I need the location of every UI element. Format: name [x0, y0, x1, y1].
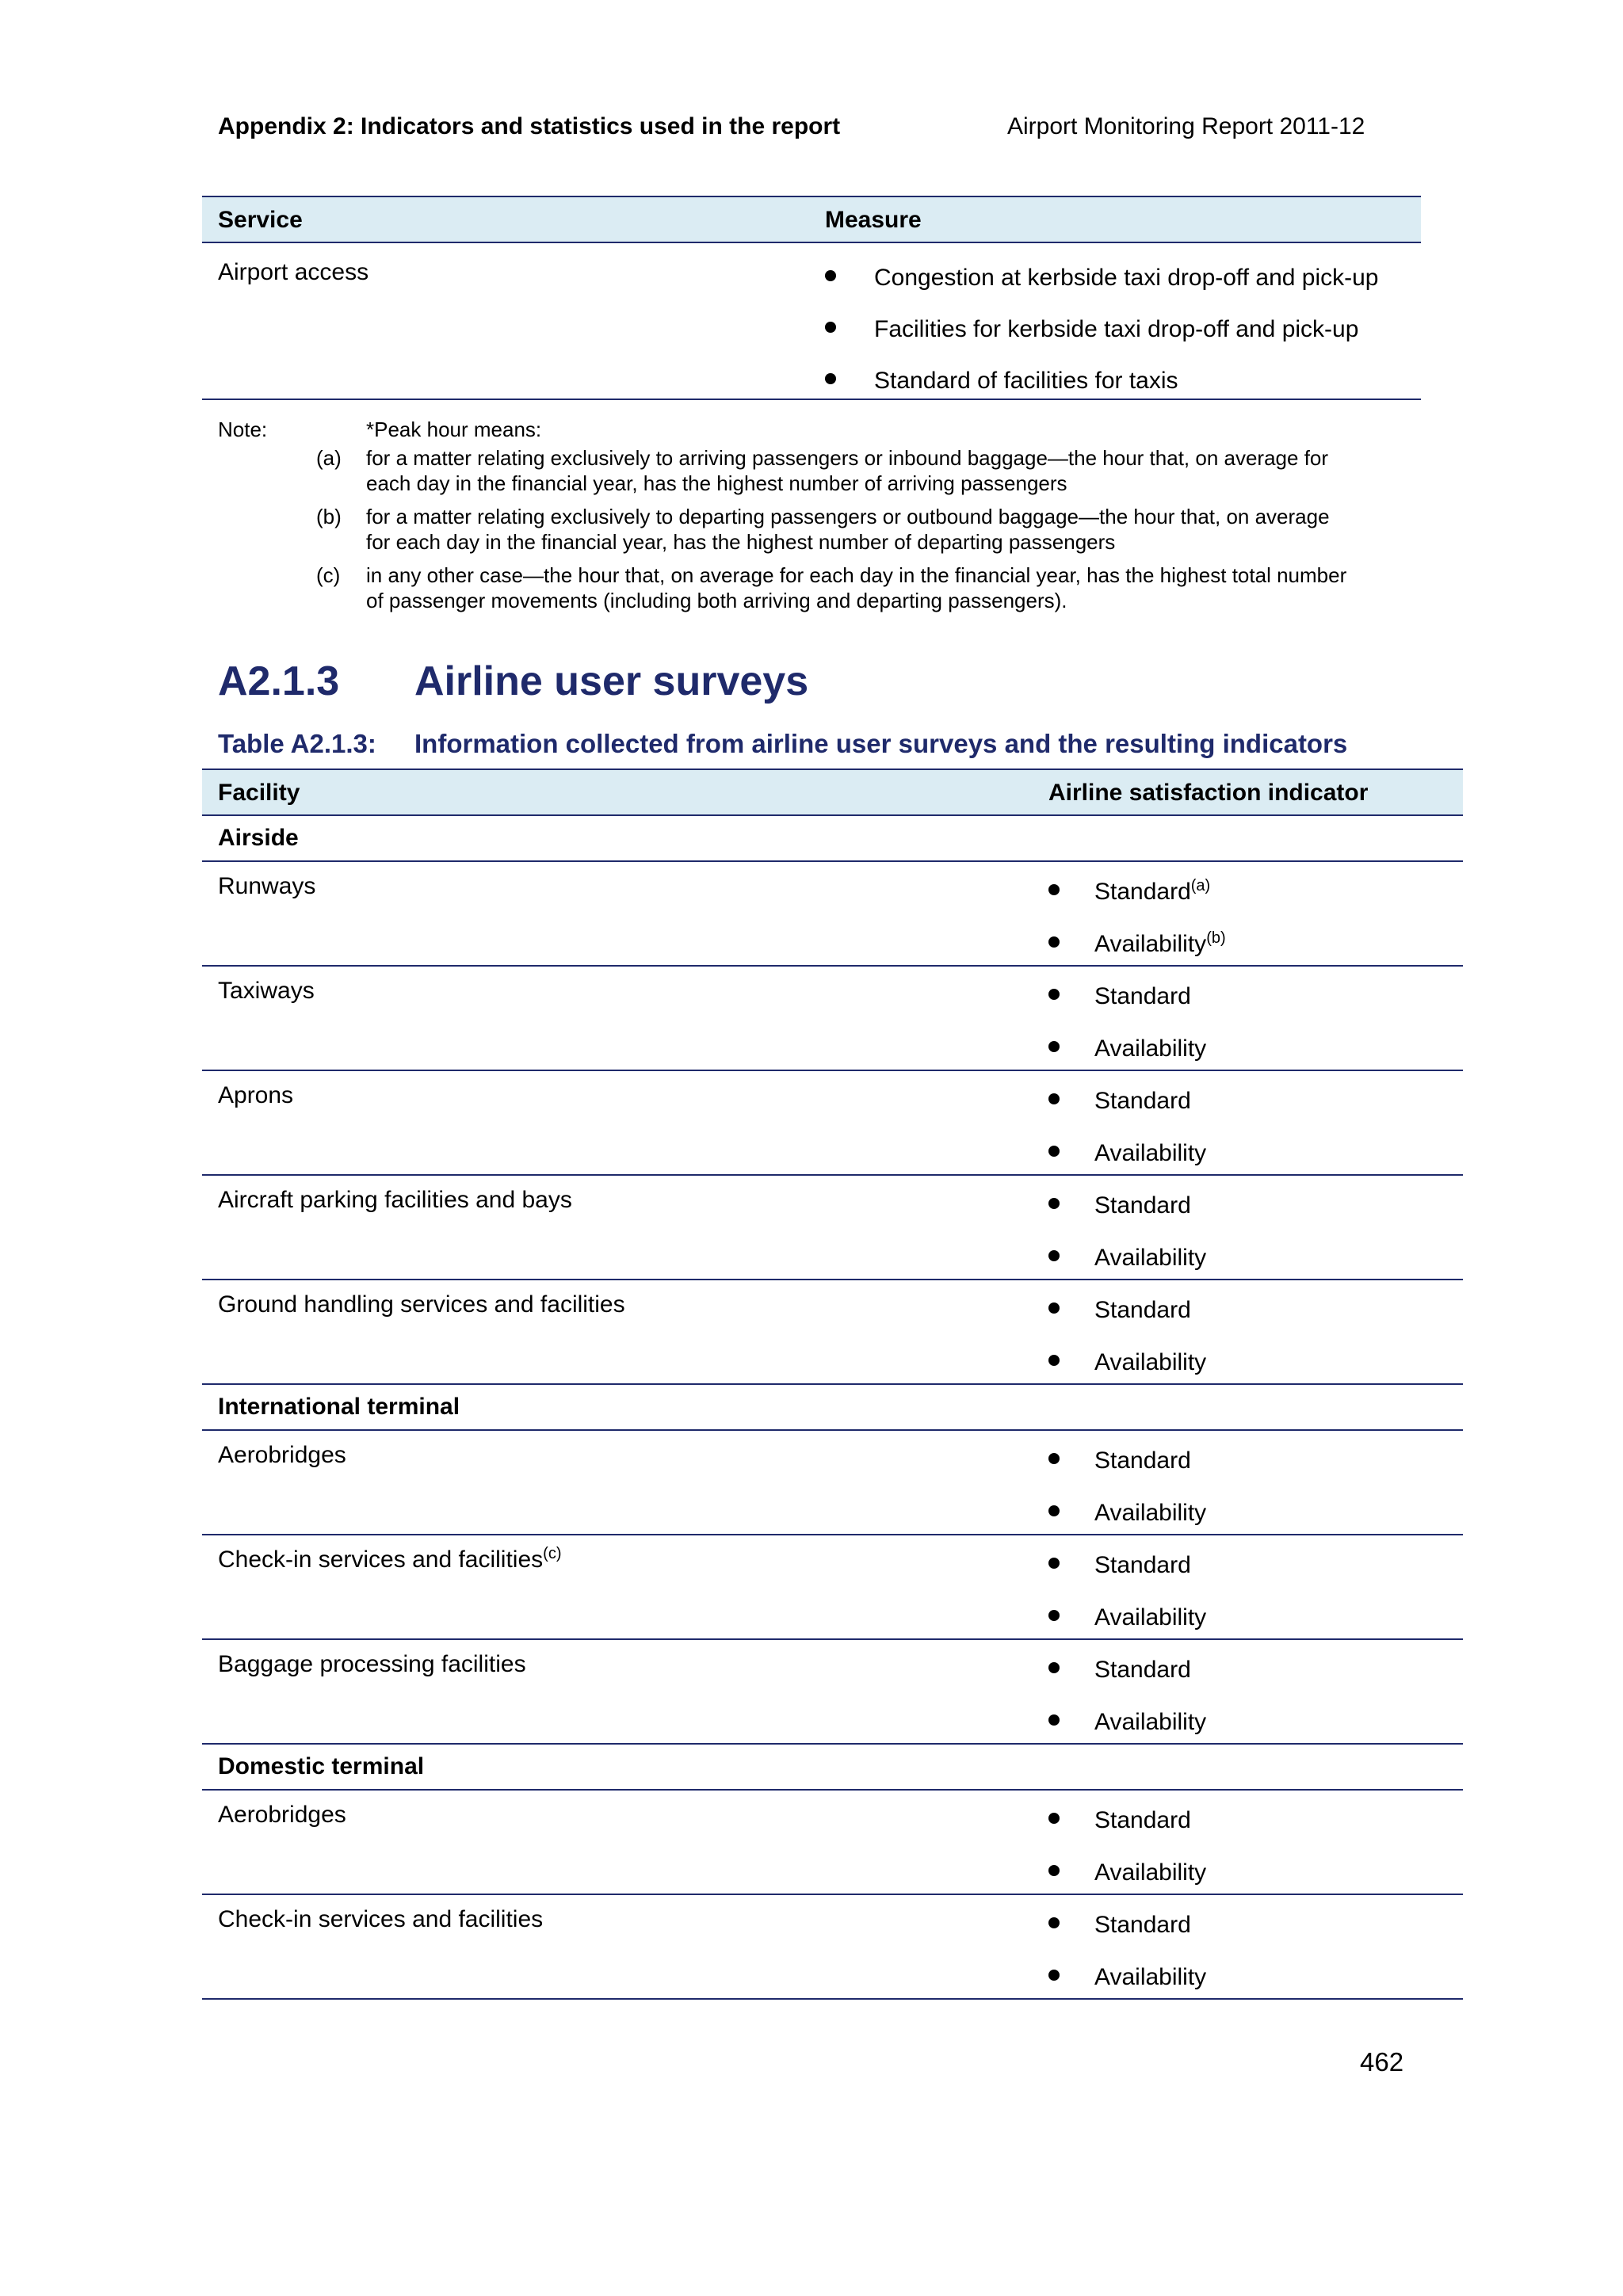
facility-name-text: Taxiways [218, 978, 315, 1004]
footnote-marker: (b) [1206, 929, 1226, 947]
list-item [825, 262, 1379, 314]
bullet-icon [1048, 1917, 1060, 1928]
facility-column-header: Facility [218, 780, 300, 806]
indicator-text: Availability [1094, 1035, 1207, 1062]
indicator-text: Availability [1094, 931, 1207, 957]
indicator-text: Standard [1094, 1447, 1191, 1474]
facility-name [218, 1442, 346, 1469]
group-heading: International terminal [218, 1394, 460, 1420]
note-line: of passenger movements (including both arriving and departing passengers). [366, 589, 1067, 612]
facility-name [218, 873, 315, 900]
list-item [825, 365, 1379, 417]
measure-text: Congestion at kerbside taxi drop-off and pick-up [874, 265, 1379, 291]
table-label: Table A2.1.3: [218, 729, 376, 758]
note-intro: *Peak hour means: [366, 418, 542, 441]
note-line: for each day in the financial year, has the highest number of departing passengers [366, 530, 1116, 554]
section-title: Airline user surveys [414, 658, 809, 704]
running-header-report: Airport Monitoring Report 2011-12 [1007, 113, 1365, 139]
table-row [202, 1431, 1463, 1535]
indicator-text: Standard [1094, 983, 1191, 1009]
indicator-list [1048, 1805, 1206, 1909]
facility-name-text: Runways [218, 873, 316, 899]
table-row [202, 862, 1463, 967]
bullet-icon [1048, 1610, 1060, 1621]
facility-name-text: Aerobridges [218, 1442, 346, 1468]
service-measure-table [202, 196, 1421, 400]
group-row [202, 1745, 1463, 1791]
service-name: Airport access [218, 259, 369, 285]
indicator-text: Standard [1094, 1088, 1191, 1114]
measure-column-header: Measure [825, 207, 922, 233]
facility-name-text: Check-in services and facilities [218, 1547, 544, 1573]
table-row [202, 1176, 1463, 1280]
facility-name-text: Aprons [218, 1082, 294, 1108]
bullet-icon [1048, 1813, 1060, 1824]
page-number: 462 [1360, 2047, 1404, 2077]
table-caption [218, 729, 1486, 759]
table-row [202, 1535, 1463, 1640]
list-item [1048, 1909, 1206, 1962]
facility-name [218, 1906, 543, 1933]
indicator-list [1048, 981, 1206, 1085]
list-item [1048, 1654, 1206, 1707]
measure-text: Facilities for kerbside taxi drop-off and pick-up [874, 316, 1359, 342]
indicator-list [1048, 1445, 1206, 1550]
bullet-icon [1048, 1505, 1060, 1516]
indicator-list [1048, 1654, 1206, 1759]
indicator-list [1048, 1295, 1206, 1399]
facility-indicator-table [202, 769, 1463, 2000]
facility-name [218, 1291, 625, 1318]
indicator-text: Standard [1094, 1807, 1191, 1833]
note-letter: (c) [316, 563, 341, 587]
bullet-icon [825, 270, 836, 281]
bullet-icon [1048, 1714, 1060, 1726]
note-line: each day in the financial year, has the highest number of arriving passengers [366, 471, 1067, 495]
bullet-icon [1048, 1146, 1060, 1157]
bullet-icon [825, 373, 836, 384]
service-column-header: Service [218, 207, 303, 233]
facility-name-text: Aerobridges [218, 1802, 346, 1828]
indicator-text: Standard [1094, 1657, 1191, 1683]
facility-name-text: Check-in services and facilities [218, 1906, 544, 1932]
facility-name [218, 1651, 526, 1678]
bullet-icon [1048, 1198, 1060, 1209]
section-number: A2.1.3 [218, 658, 340, 704]
measure-text: Standard of facilities for taxis [874, 368, 1178, 394]
bullet-icon [1048, 1250, 1060, 1261]
indicator-text: Standard [1094, 1912, 1191, 1938]
indicator-text: Availability [1094, 1500, 1207, 1526]
list-item [1048, 1085, 1206, 1138]
indicator-column-header: Airline satisfaction indicator [1048, 780, 1369, 806]
indicator-list [1048, 876, 1226, 981]
bullet-icon [1048, 1093, 1060, 1104]
bullet-icon [1048, 1558, 1060, 1569]
footnote-marker: (a) [1190, 877, 1211, 894]
table-row [202, 967, 1463, 1071]
table-row [202, 243, 1421, 400]
group-heading: Airside [218, 825, 299, 851]
note-line: in any other case—the hour that, on average for each day in the financial year, has the highest total number [366, 563, 1347, 587]
note-line: for a matter relating exclusively to departing passengers or outbound baggage—the hour that, on average [366, 505, 1330, 528]
indicator-text: Availability [1094, 1349, 1207, 1375]
indicator-text: Availability [1094, 1245, 1207, 1271]
indicator-text: Availability [1094, 1140, 1207, 1166]
facility-name [218, 1547, 561, 1573]
table-row [202, 1895, 1463, 2000]
indicator-text: Standard [1094, 879, 1191, 905]
list-item [1048, 981, 1206, 1033]
table-title: Information collected from airline user surveys and the resulting indicators [414, 729, 1348, 758]
list-item [1048, 1190, 1206, 1242]
indicator-text: Standard [1094, 1297, 1191, 1323]
group-row [202, 816, 1463, 862]
facility-name [218, 1187, 572, 1214]
bullet-icon [1048, 1453, 1060, 1464]
group-heading: Domestic terminal [218, 1753, 425, 1779]
bullet-icon [825, 322, 836, 333]
indicator-text: Availability [1094, 1859, 1207, 1886]
list-item [1048, 1962, 1206, 2014]
note-line: for a matter relating exclusively to arriving passengers or inbound baggage—the hour that, on average for [366, 446, 1329, 470]
indicator-list [1048, 1909, 1206, 2014]
facility-name-text: Ground handling services and facilities [218, 1291, 625, 1318]
bullet-icon [1048, 884, 1060, 895]
table-row [202, 1071, 1463, 1176]
bullet-icon [1048, 989, 1060, 1000]
running-header-title: Appendix 2: Indicators and statistics used in the report [218, 113, 841, 139]
indicator-list [1048, 1190, 1206, 1295]
bullet-icon [1048, 1865, 1060, 1876]
list-item [1048, 1805, 1206, 1857]
group-row [202, 1385, 1463, 1431]
indicator-text: Standard [1094, 1552, 1191, 1578]
list-item [1048, 1550, 1206, 1602]
bullet-icon [1048, 1302, 1060, 1314]
indicator-list [1048, 1085, 1206, 1190]
facility-name [218, 1082, 293, 1109]
indicator-text: Availability [1094, 1709, 1207, 1735]
facility-table-body [202, 816, 1463, 2000]
facility-name [218, 1802, 346, 1829]
facility-table-header [202, 769, 1463, 816]
table-row [202, 1280, 1463, 1385]
facility-name [218, 978, 315, 1005]
bullet-icon [1048, 936, 1060, 948]
bullet-icon [1048, 1662, 1060, 1673]
note-letter: (a) [316, 446, 342, 470]
bullet-icon [1048, 1970, 1060, 1981]
facility-name-text: Baggage processing facilities [218, 1651, 526, 1677]
note-letter: (b) [316, 505, 342, 528]
measure-list [825, 262, 1379, 417]
bullet-icon [1048, 1355, 1060, 1366]
indicator-text: Availability [1094, 1604, 1207, 1630]
note-label: Note: [218, 418, 268, 441]
facility-name-text: Aircraft parking facilities and bays [218, 1187, 572, 1213]
list-item [1048, 1445, 1206, 1497]
bullet-icon [1048, 1041, 1060, 1052]
service-table-header [202, 196, 1421, 243]
list-item [1048, 876, 1226, 929]
footnote-marker: (c) [543, 1545, 562, 1562]
indicator-text: Standard [1094, 1192, 1191, 1219]
table-row [202, 1640, 1463, 1745]
table-row [202, 1791, 1463, 1895]
list-item [825, 314, 1379, 365]
indicator-list [1048, 1550, 1206, 1654]
indicator-text: Availability [1094, 1964, 1207, 1990]
list-item [1048, 1295, 1206, 1347]
